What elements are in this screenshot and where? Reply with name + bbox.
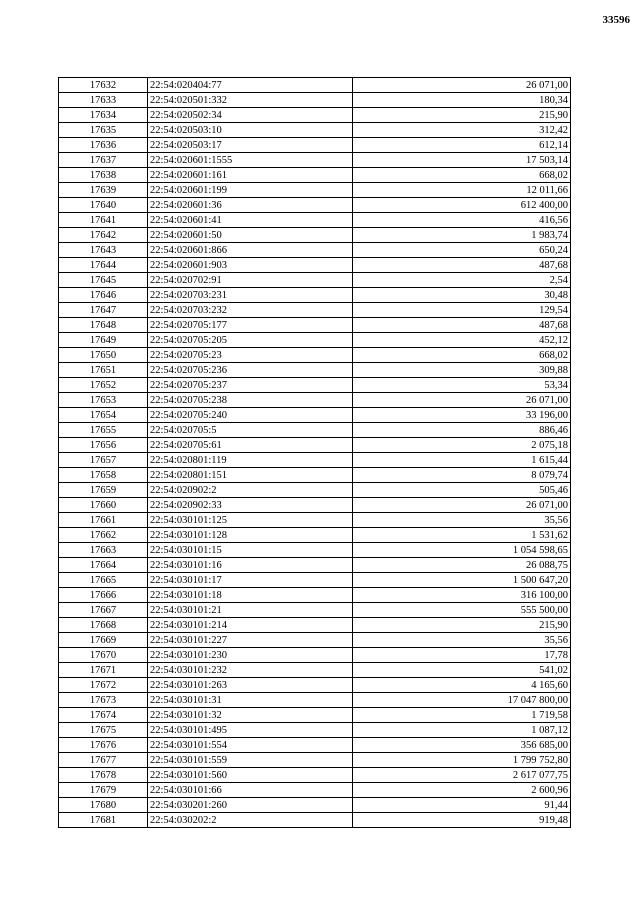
cadastral-number-cell: 22:54:030101:15 — [148, 543, 353, 558]
table-row — [59, 438, 571, 453]
table-row — [59, 213, 571, 228]
cadastral-number-cell: 22:54:020501:332 — [148, 93, 353, 108]
value-cell: 26 071,00 — [353, 78, 571, 93]
table-row — [59, 813, 571, 828]
value-cell: 1 054 598,65 — [353, 543, 571, 558]
value-cell: 17 503,14 — [353, 153, 571, 168]
value-cell: 12 011,66 — [353, 183, 571, 198]
table-row — [59, 258, 571, 273]
table-row — [59, 498, 571, 513]
value-cell: 1 983,74 — [353, 228, 571, 243]
row-number-cell: 17632 — [59, 78, 148, 93]
table-row — [59, 108, 571, 123]
cadastral-number-cell: 22:54:020705:23 — [148, 348, 353, 363]
table-row — [59, 723, 571, 738]
row-number-cell: 17653 — [59, 393, 148, 408]
cadastral-number-cell: 22:54:020705:236 — [148, 363, 353, 378]
row-number-cell: 17667 — [59, 603, 148, 618]
cadastral-number-cell: 22:54:030101:230 — [148, 648, 353, 663]
value-cell: 505,46 — [353, 483, 571, 498]
cadastral-number-cell: 22:54:020801:151 — [148, 468, 353, 483]
cadastral-number-cell: 22:54:020801:119 — [148, 453, 353, 468]
cadastral-number-cell: 22:54:020705:61 — [148, 438, 353, 453]
cadastral-number-cell: 22:54:020601:1555 — [148, 153, 353, 168]
cadastral-number-cell: 22:54:020703:231 — [148, 288, 353, 303]
row-number-cell: 17648 — [59, 318, 148, 333]
cadastral-number-cell: 22:54:030101:128 — [148, 528, 353, 543]
table-row — [59, 423, 571, 438]
cadastral-number-cell: 22:54:020705:205 — [148, 333, 353, 348]
cadastral-number-cell: 22:54:030101:31 — [148, 693, 353, 708]
table-row — [59, 483, 571, 498]
table-row — [59, 573, 571, 588]
value-cell: 26 071,00 — [353, 393, 571, 408]
table-row — [59, 363, 571, 378]
row-number-cell: 17660 — [59, 498, 148, 513]
value-cell: 1 615,44 — [353, 453, 571, 468]
table-row — [59, 198, 571, 213]
value-cell: 541,02 — [353, 663, 571, 678]
row-number-cell: 17638 — [59, 168, 148, 183]
value-cell: 53,34 — [353, 378, 571, 393]
cadastral-number-cell: 22:54:030201:260 — [148, 798, 353, 813]
value-cell: 1 799 752,80 — [353, 753, 571, 768]
value-cell: 180,34 — [353, 93, 571, 108]
value-cell: 1 719,58 — [353, 708, 571, 723]
value-cell: 555 500,00 — [353, 603, 571, 618]
row-number-cell: 17657 — [59, 453, 148, 468]
table-row — [59, 783, 571, 798]
value-cell: 26 088,75 — [353, 558, 571, 573]
cadastral-number-cell: 22:54:020705:238 — [148, 393, 353, 408]
value-cell: 129,54 — [353, 303, 571, 318]
row-number-cell: 17651 — [59, 363, 148, 378]
cadastral-number-cell: 22:54:020502:34 — [148, 108, 353, 123]
cadastral-number-cell: 22:54:020702:91 — [148, 273, 353, 288]
value-cell: 1 087,12 — [353, 723, 571, 738]
value-cell: 612,14 — [353, 138, 571, 153]
table-row — [59, 468, 571, 483]
cadastral-number-cell: 22:54:030101:16 — [148, 558, 353, 573]
table-row — [59, 228, 571, 243]
table-row — [59, 768, 571, 783]
table-row — [59, 678, 571, 693]
value-cell: 4 165,60 — [353, 678, 571, 693]
value-cell: 215,90 — [353, 108, 571, 123]
row-number-cell: 17634 — [59, 108, 148, 123]
value-cell: 215,90 — [353, 618, 571, 633]
value-cell: 668,02 — [353, 168, 571, 183]
value-cell: 416,56 — [353, 213, 571, 228]
value-cell: 30,48 — [353, 288, 571, 303]
row-number-cell: 17674 — [59, 708, 148, 723]
table-row — [59, 93, 571, 108]
table-body — [59, 78, 571, 828]
row-number-cell: 17650 — [59, 348, 148, 363]
table-row — [59, 708, 571, 723]
cadastral-number-cell: 22:54:030101:21 — [148, 603, 353, 618]
table-row — [59, 603, 571, 618]
cadastral-number-cell: 22:54:030101:18 — [148, 588, 353, 603]
row-number-cell: 17671 — [59, 663, 148, 678]
row-number-cell: 17649 — [59, 333, 148, 348]
cadastral-number-cell: 22:54:030101:32 — [148, 708, 353, 723]
value-cell: 309,88 — [353, 363, 571, 378]
table-row — [59, 648, 571, 663]
table-row — [59, 168, 571, 183]
cadastral-number-cell: 22:54:020705:177 — [148, 318, 353, 333]
row-number-cell: 17670 — [59, 648, 148, 663]
cadastral-number-cell: 22:54:020503:10 — [148, 123, 353, 138]
cadastral-number-cell: 22:54:020703:232 — [148, 303, 353, 318]
cadastral-number-cell: 22:54:020601:41 — [148, 213, 353, 228]
row-number-cell: 17642 — [59, 228, 148, 243]
cadastral-number-cell: 22:54:020902:33 — [148, 498, 353, 513]
value-cell: 2 617 077,75 — [353, 768, 571, 783]
value-cell: 886,46 — [353, 423, 571, 438]
value-cell: 2,54 — [353, 273, 571, 288]
table-row — [59, 693, 571, 708]
value-cell: 668,02 — [353, 348, 571, 363]
row-number-cell: 17673 — [59, 693, 148, 708]
row-number-cell: 17639 — [59, 183, 148, 198]
row-number-cell: 17681 — [59, 813, 148, 828]
table-row — [59, 138, 571, 153]
row-number-cell: 17647 — [59, 303, 148, 318]
value-cell: 1 500 647,20 — [353, 573, 571, 588]
row-number-cell: 17663 — [59, 543, 148, 558]
value-cell: 1 531,62 — [353, 528, 571, 543]
value-cell: 35,56 — [353, 633, 571, 648]
cadastral-number-cell: 22:54:020705:240 — [148, 408, 353, 423]
cadastral-values-table — [58, 77, 571, 828]
table-row — [59, 738, 571, 753]
row-number-cell: 17641 — [59, 213, 148, 228]
table-row — [59, 663, 571, 678]
row-number-cell: 17633 — [59, 93, 148, 108]
row-number-cell: 17643 — [59, 243, 148, 258]
row-number-cell: 17644 — [59, 258, 148, 273]
row-number-cell: 17637 — [59, 153, 148, 168]
value-cell: 26 071,00 — [353, 498, 571, 513]
value-cell: 316 100,00 — [353, 588, 571, 603]
cadastral-number-cell: 22:54:030101:125 — [148, 513, 353, 528]
table-row — [59, 303, 571, 318]
row-number-cell: 17659 — [59, 483, 148, 498]
cadastral-number-cell: 22:54:020902:2 — [148, 483, 353, 498]
table-row — [59, 153, 571, 168]
cadastral-number-cell: 22:54:030202:2 — [148, 813, 353, 828]
value-cell: 17,78 — [353, 648, 571, 663]
row-number-cell: 17636 — [59, 138, 148, 153]
row-number-cell: 17652 — [59, 378, 148, 393]
table-row — [59, 183, 571, 198]
table-row — [59, 618, 571, 633]
table-row — [59, 543, 571, 558]
cadastral-number-cell: 22:54:020705:5 — [148, 423, 353, 438]
table-row — [59, 453, 571, 468]
table-row — [59, 273, 571, 288]
cadastral-number-cell: 22:54:030101:560 — [148, 768, 353, 783]
cadastral-number-cell: 22:54:020503:17 — [148, 138, 353, 153]
table-row — [59, 78, 571, 93]
table-row — [59, 393, 571, 408]
cadastral-number-cell: 22:54:030101:232 — [148, 663, 353, 678]
table-row — [59, 378, 571, 393]
row-number-cell: 17676 — [59, 738, 148, 753]
cadastral-number-cell: 22:54:030101:66 — [148, 783, 353, 798]
table-row — [59, 288, 571, 303]
table-row — [59, 243, 571, 258]
row-number-cell: 17635 — [59, 123, 148, 138]
cadastral-number-cell: 22:54:030101:17 — [148, 573, 353, 588]
row-number-cell: 17668 — [59, 618, 148, 633]
value-cell: 8 079,74 — [353, 468, 571, 483]
cadastral-number-cell: 22:54:020601:161 — [148, 168, 353, 183]
page-number: 33596 — [602, 14, 630, 26]
row-number-cell: 17640 — [59, 198, 148, 213]
table-row — [59, 528, 571, 543]
cadastral-number-cell: 22:54:020705:237 — [148, 378, 353, 393]
row-number-cell: 17675 — [59, 723, 148, 738]
row-number-cell: 17680 — [59, 798, 148, 813]
value-cell: 919,48 — [353, 813, 571, 828]
cadastral-number-cell: 22:54:020404:77 — [148, 78, 353, 93]
value-cell: 487,68 — [353, 258, 571, 273]
value-cell: 35,56 — [353, 513, 571, 528]
row-number-cell: 17645 — [59, 273, 148, 288]
table-row — [59, 333, 571, 348]
table-row — [59, 348, 571, 363]
table-row — [59, 588, 571, 603]
value-cell: 2 600,96 — [353, 783, 571, 798]
table-row — [59, 558, 571, 573]
row-number-cell: 17658 — [59, 468, 148, 483]
row-number-cell: 17679 — [59, 783, 148, 798]
cadastral-number-cell: 22:54:030101:214 — [148, 618, 353, 633]
row-number-cell: 17661 — [59, 513, 148, 528]
cadastral-number-cell: 22:54:020601:36 — [148, 198, 353, 213]
value-cell: 312,42 — [353, 123, 571, 138]
row-number-cell: 17664 — [59, 558, 148, 573]
row-number-cell: 17646 — [59, 288, 148, 303]
table-row — [59, 513, 571, 528]
cadastral-number-cell: 22:54:030101:559 — [148, 753, 353, 768]
value-cell: 356 685,00 — [353, 738, 571, 753]
cadastral-number-cell: 22:54:020601:866 — [148, 243, 353, 258]
cadastral-number-cell: 22:54:030101:495 — [148, 723, 353, 738]
cadastral-number-cell: 22:54:030101:263 — [148, 678, 353, 693]
row-number-cell: 17665 — [59, 573, 148, 588]
value-cell: 452,12 — [353, 333, 571, 348]
table-row — [59, 633, 571, 648]
value-cell: 650,24 — [353, 243, 571, 258]
table-row — [59, 753, 571, 768]
cadastral-number-cell: 22:54:020601:903 — [148, 258, 353, 273]
value-cell: 487,68 — [353, 318, 571, 333]
row-number-cell: 17654 — [59, 408, 148, 423]
table-row — [59, 408, 571, 423]
row-number-cell: 17666 — [59, 588, 148, 603]
table-row — [59, 123, 571, 138]
value-cell: 91,44 — [353, 798, 571, 813]
row-number-cell: 17672 — [59, 678, 148, 693]
row-number-cell: 17677 — [59, 753, 148, 768]
row-number-cell: 17656 — [59, 438, 148, 453]
value-cell: 33 196,00 — [353, 408, 571, 423]
row-number-cell: 17669 — [59, 633, 148, 648]
cadastral-number-cell: 22:54:020601:50 — [148, 228, 353, 243]
value-cell: 612 400,00 — [353, 198, 571, 213]
value-cell: 17 047 800,00 — [353, 693, 571, 708]
row-number-cell: 17655 — [59, 423, 148, 438]
row-number-cell: 17662 — [59, 528, 148, 543]
table-row — [59, 798, 571, 813]
cadastral-number-cell: 22:54:020601:199 — [148, 183, 353, 198]
cadastral-number-cell: 22:54:030101:554 — [148, 738, 353, 753]
row-number-cell: 17678 — [59, 768, 148, 783]
cadastral-number-cell: 22:54:030101:227 — [148, 633, 353, 648]
table-row — [59, 318, 571, 333]
value-cell: 2 075,18 — [353, 438, 571, 453]
